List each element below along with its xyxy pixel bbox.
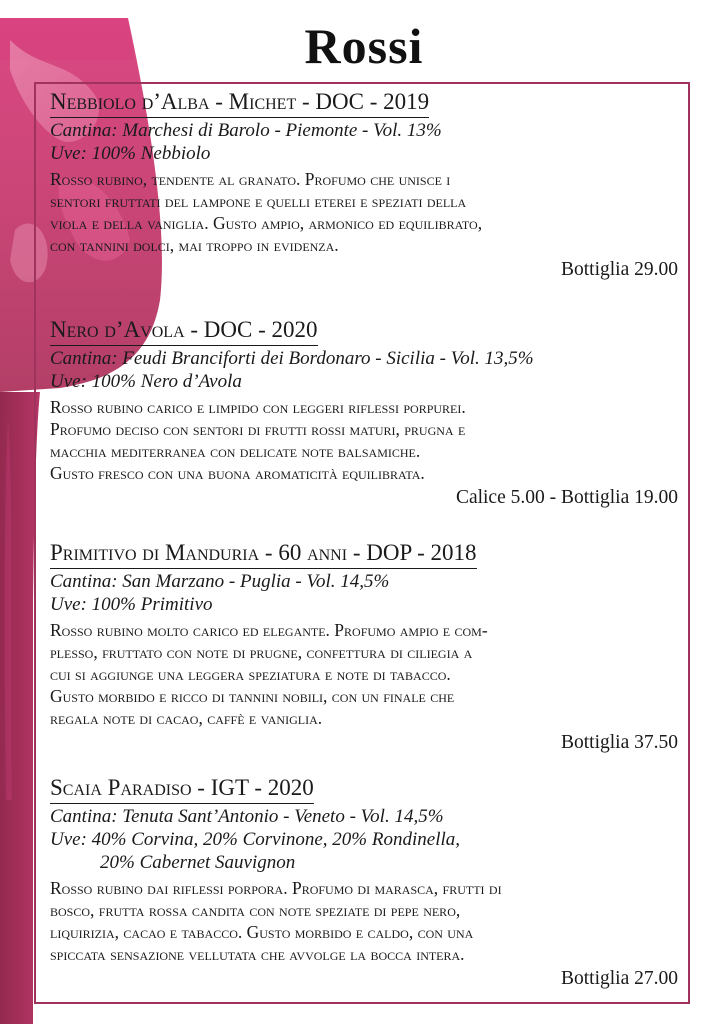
description-line: Gusto fresco con una buona aromaticità equilibrata. [50,463,425,483]
wine-grapes-continued: 20% Cabernet Sauvignon [100,852,296,873]
description-line: Rosso rubino, tendente al granato. Profumo che unisce i [50,169,451,189]
wine-description [50,877,678,965]
wine-description [50,619,678,729]
description-line: Gusto morbido e ricco di tannini nobili, con un finale che [50,686,455,706]
description-line: viola e della vaniglia. Gusto ampio, armonico ed equilibrato, [50,213,483,233]
wine-price: Bottiglia 29.00 [561,259,678,280]
wine-cantina: Cantina: Tenuta Sant’Antonio - Veneto - Vol. 14,5% [50,806,444,827]
description-line: Profumo deciso con sentori di frutti rossi maturi, prugna e [50,419,466,439]
description-line: Rosso rubino molto carico ed elegante. Profumo ampio e com- [50,620,488,640]
wine-description [50,396,678,484]
wine-price: Bottiglia 27.00 [561,968,678,989]
description-line: spiccata sensazione vellutata che avvolge la bocca intera. [50,944,465,964]
wine-price: Bottiglia 37.50 [561,732,678,753]
wine-grapes: Uve: 40% Corvina, 20% Corvinone, 20% Rondinella, [50,829,461,850]
wine-item [50,539,678,755]
wine-cantina: Cantina: San Marzano - Puglia - Vol. 14,5% [50,571,390,592]
description-line: sentori fruttati del lampone e quelli eterei e speziati della [50,191,467,211]
description-line: cui si aggiunge una leggera speziatura e note di tabacco. [50,664,451,684]
description-line: liquirizia, cacao e tabacco. Gusto morbido e caldo, con una [50,922,474,942]
wine-cantina: Cantina: Feudi Branciforti dei Bordonaro - Sicilia - Vol. 13,5% [50,348,534,369]
description-line: bosco, frutta rossa candita con note speziate di pepe nero, [50,900,461,920]
wine-price: Calice 5.00 - Bottiglia 19.00 [455,487,678,508]
wine-grapes: Uve: 100% Nebbiolo [50,143,211,164]
wine-cantina: Cantina: Marchesi di Barolo - Piemonte - Vol. 13% [50,120,442,141]
wine-name: Scaia Paradiso - IGT - 2020 [50,774,314,804]
description-line: macchia mediterranea con delicate note balsamiche. [50,441,421,461]
wine-description [50,168,678,256]
description-line: con tannini dolci, mai troppo in evidenza. [50,235,339,255]
page-title: Rossi [304,18,424,74]
description-line: plesso, fruttato con note di prugne, confettura di ciliegia a [50,642,473,662]
description-line: Rosso rubino dai riflessi porpora. Profumo di marasca, frutti di [50,878,502,898]
wine-item [50,774,678,991]
wine-item [50,316,678,510]
wine-name: Nero d’Avola - DOC - 2020 [50,316,318,346]
wine-grapes: Uve: 100% Primitivo [50,594,213,615]
wine-item [50,88,678,282]
description-line: Rosso rubino carico e limpido con leggeri riflessi porpurei. [50,397,466,417]
description-line: regala note di cacao, caffè e vaniglia. [50,708,323,728]
wine-name: Primitivo di Manduria - 60 anni - DOP - 2018 [50,539,477,569]
wine-grapes: Uve: 100% Nero d’Avola [50,371,242,392]
wine-name: Nebbiolo d’Alba - Michet - DOC - 2019 [50,88,429,118]
